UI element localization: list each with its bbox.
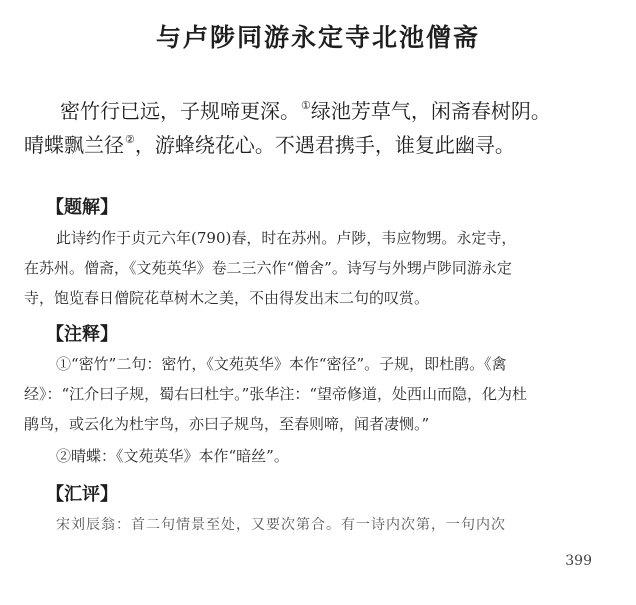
footnote-marker-2: ② [125, 133, 135, 146]
tijie-line: 在苏州。僧斋，《文苑英华》卷二三六作“僧舍”。诗写与外甥卢陟同游永定 [24, 259, 512, 277]
tijie-line: 此诗约作于贞元六年(790)春，时在苏州。卢陟，韦应物甥。永定寺， [56, 229, 517, 247]
poem-line-1-part-b: 绿池芳草气，闲斋春树阴。 [310, 99, 551, 123]
section-heading-huiping: 【汇评】 [46, 484, 118, 505]
page-number: 399 [565, 553, 592, 569]
poem-line-2-part-a: 晴蝶飘兰径 [24, 133, 124, 157]
section-heading-tijie: 【题解】 [46, 197, 118, 218]
huiping-line: 宋刘辰翁：首二句情景至处，又要次第合。有一诗内次第，一句内次 [56, 517, 506, 533]
poem-line-2 [24, 122, 624, 163]
zhushi-line: 鹃鸟，或云化为杜宇鸟，亦曰子规鸟，至春则啼，闻者凄恻。” [24, 415, 430, 433]
footnote-marker-1: ① [301, 99, 311, 112]
tijie-line: 寺，饱览春日僧院花草树木之美，不由得发出末二句的叹赏。 [24, 289, 430, 307]
zhushi-line: ①“密竹”二句：密竹，《文苑英华》本作“密径”。子规，即杜鹃。《禽 [56, 355, 507, 373]
poem-title: 与卢陟同游永定寺北池僧斋 [155, 23, 480, 52]
section-heading-zhushi: 【注释】 [46, 324, 118, 345]
zhushi-line: ②晴蝶：《文苑英华》本作“暗丝”。 [56, 447, 289, 465]
poem-line-2-part-b: ，游蜂绕花心。不遇君携手，谁复此幽寻。 [134, 133, 515, 157]
poem-line-1-part-a: 密竹行已远，子规啼更深。 [60, 99, 300, 123]
zhushi-line: 经》：“江介曰子规，蜀右曰杜宇。”张华注：“望帝修道，处西山而隐，化为杜 [24, 385, 528, 403]
